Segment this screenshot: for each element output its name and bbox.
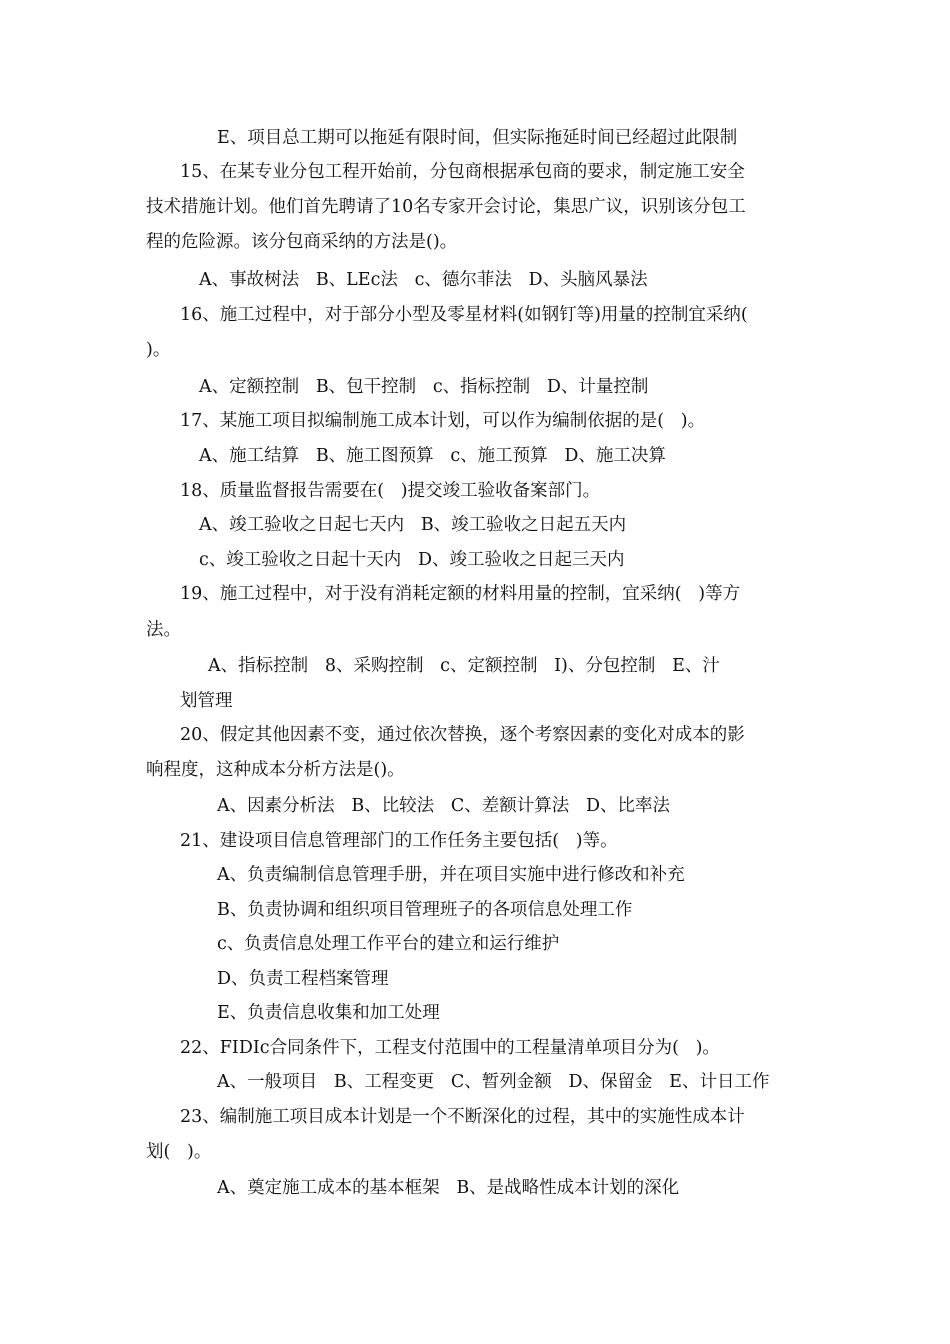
text-line: 响程度，这种成本分析方法是()。 xyxy=(146,760,405,780)
text-line: 划管理 xyxy=(180,691,233,711)
question-22: 22、FIDIc合同条件下，工程支付范围中的工程量清单项目分为( )。 xyxy=(180,1038,720,1058)
answer-options: A、因素分析法 B、比较法 C、差额计算法 D、比率法 xyxy=(217,796,670,816)
text-line: E、项目总工期可以拖延有限时间，但实际拖延时间已经超过此限制 xyxy=(217,128,738,148)
answer-options: A、施工结算 B、施工图预算 c、施工预算 D、施工决算 xyxy=(199,446,666,466)
answer-option: B、负责协调和组织项目管理班子的各项信息处理工作 xyxy=(217,900,633,920)
question-16: 16、施工过程中，对于部分小型及零星材料(如钢钉等)用量的控制宜采纳( xyxy=(180,305,748,325)
answer-options: A、一般项目 B、工程变更 C、暂列金额 D、保留金 E、计日工作 xyxy=(217,1072,770,1092)
text-line: 划( )。 xyxy=(146,1142,212,1162)
answer-options: A、竣工验收之日起七天内 B、竣工验收之日起五天内 xyxy=(199,515,627,535)
answer-options: A、奠定施工成本的基本框架 B、是战略性成本计划的深化 xyxy=(217,1178,680,1198)
question-18: 18、质量监督报告需要在( )提交竣工验收备案部门。 xyxy=(180,481,601,501)
question-20: 20、假定其他因素不变，通过依次替换，逐个考察因素的变化对成本的影 xyxy=(180,725,745,745)
question-23: 23、编制施工项目成本计划是一个不断深化的过程，其中的实施性成本计 xyxy=(180,1107,745,1127)
text-line: )。 xyxy=(146,340,171,360)
answer-options: c、竣工验收之日起十天内 D、竣工验收之日起三天内 xyxy=(199,550,625,570)
answer-options: A、定额控制 B、包干控制 c、指标控制 D、计量控制 xyxy=(199,377,649,397)
answer-option: c、负责信息处理工作平台的建立和运行维护 xyxy=(217,934,560,954)
question-15: 15、在某专业分包工程开始前，分包商根据承包商的要求，制定施工安全 xyxy=(180,162,745,182)
answer-option: E、负责信息收集和加工处理 xyxy=(217,1003,440,1023)
answer-option: A、负责编制信息管理手册，并在项目实施中进行修改和补充 xyxy=(217,865,685,885)
question-21: 21、建设项目信息管理部门的工作任务主要包括( )等。 xyxy=(180,831,618,851)
text-line: 法。 xyxy=(146,620,181,640)
answer-option: D、负责工程档案管理 xyxy=(217,969,389,989)
answer-options: A、事故树法 B、LEc法 c、德尔菲法 D、头脑风暴法 xyxy=(199,270,648,290)
question-19: 19、施工过程中，对于没有消耗定额的材料用量的控制，宜采纳( )等方 xyxy=(180,584,741,604)
question-17: 17、某施工项目拟编制施工成本计划，可以作为编制依据的是( )。 xyxy=(180,411,706,431)
text-line: 技术措施计划。他们首先聘请了10名专家开会讨论，集思广议，识别该分包工 xyxy=(146,197,746,217)
text-line: 程的危险源。该分包商采纳的方法是()。 xyxy=(146,232,458,252)
answer-options: A、指标控制 8、采购控制 c、定额控制 I)、分包控制 E、汁 xyxy=(208,656,720,676)
